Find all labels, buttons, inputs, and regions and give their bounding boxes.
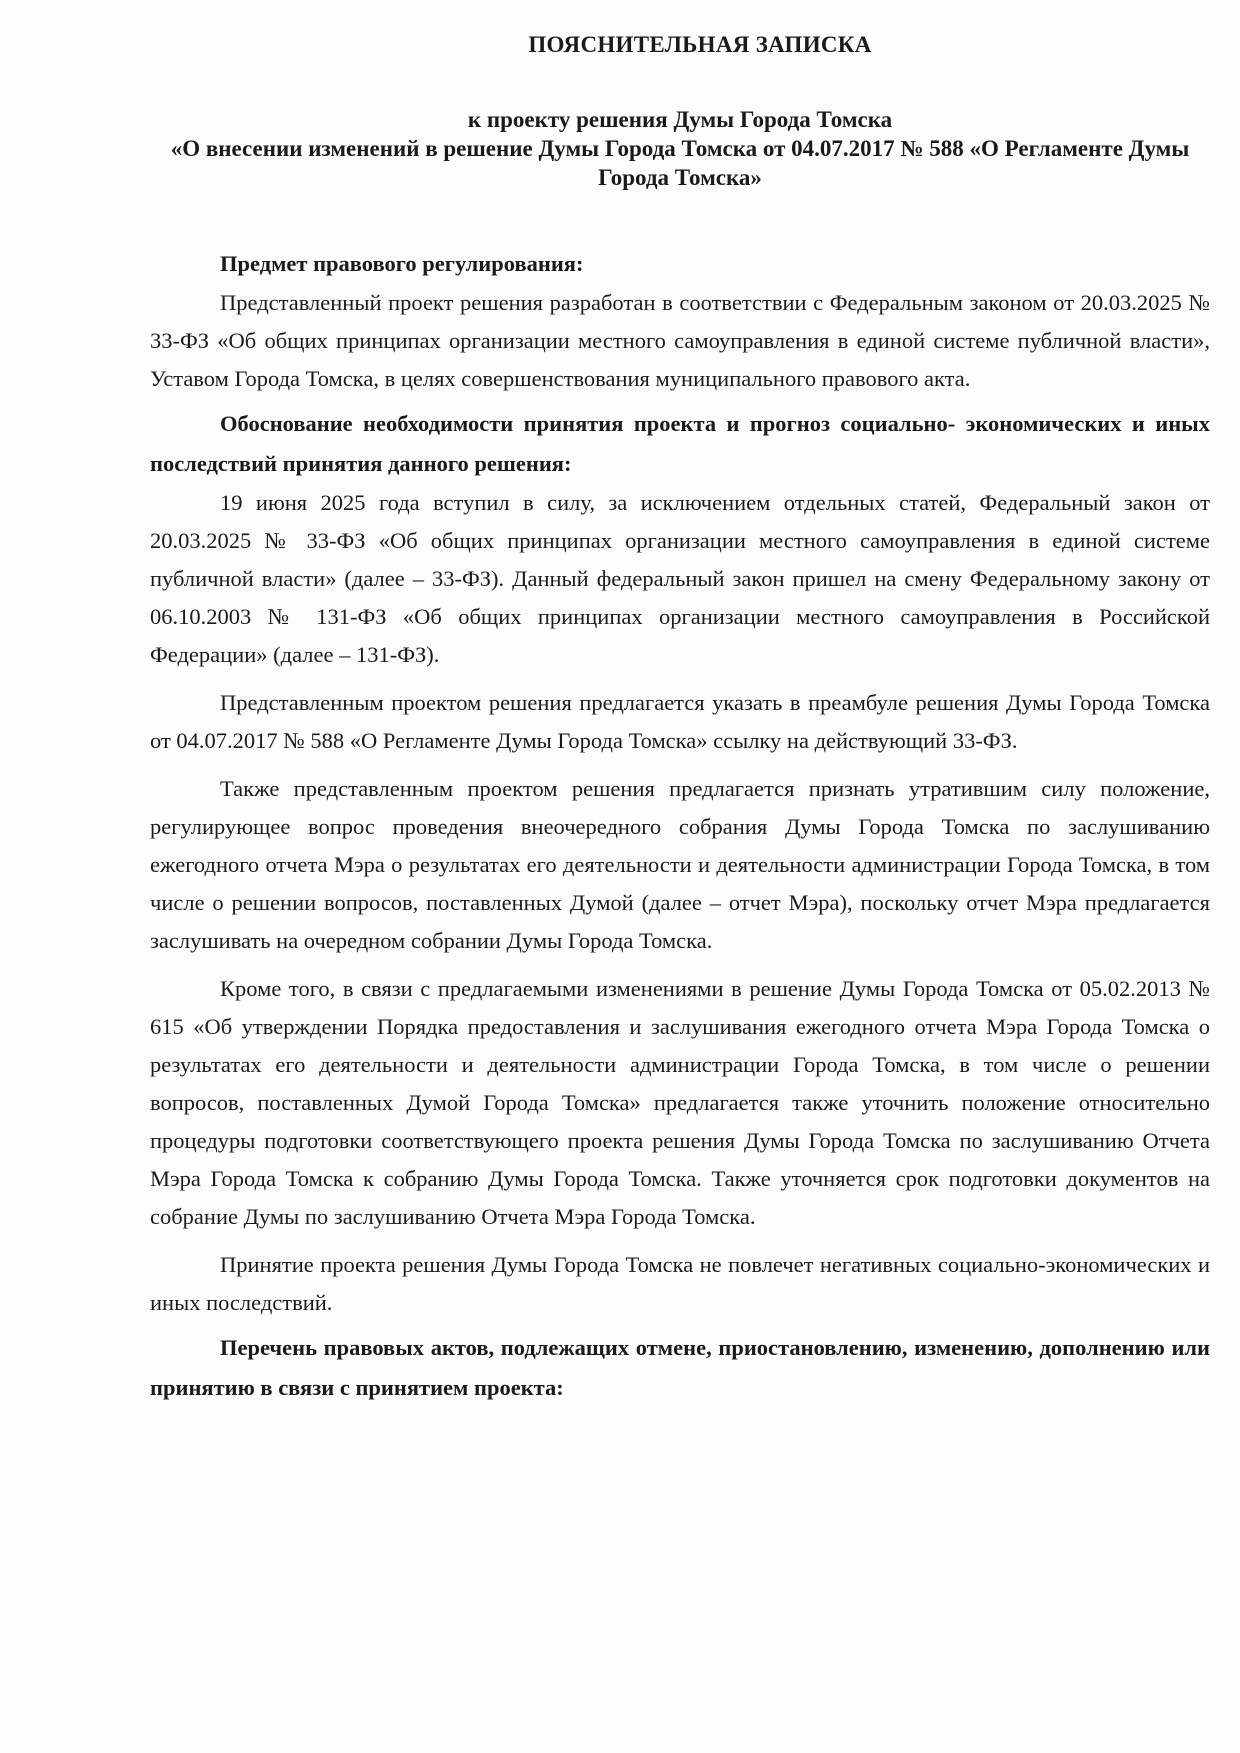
document-title: ПОЯСНИТЕЛЬНАЯ ЗАПИСКА: [528, 32, 872, 57]
paragraph-subject: Представленный проект решения разработан в соответствии с Федеральным законом от 20.03.2025 № 33-ФЗ «Об общих принципах организации местного самоуправления в единой системе публичной власти», Уставом Города Томска, в целях совершенствования муниципального правового акта.: [150, 290, 1210, 391]
section-heading-legal-acts: Перечень правовых актов, подлежащих отмене, приостановлению, изменению, дополнению или принятию в связи с принятием проекта:: [150, 1335, 1210, 1400]
section-heading-subject: Предмет правового регулирования:: [220, 251, 584, 276]
paragraph-decision-615: Кроме того, в связи с предлагаемыми изменениями в решение Думы Города Томска от 05.02.2013 № 615 «Об утверждении Порядка предоставления и заслушивания ежегодного отчета Мэра Города Томска о результатах его деятельности и деятельности администрации Города Томска, в том числе о решении вопросов, поставленных Думой Города Томска» предлагается также уточнить положение относительно процедуры подготовки соответствующего проекта решения Думы Города Томска по заслушиванию Отчета Мэра Города Томска к собранию Думы Города Томска. Также уточняется срок подготовки документов на собрание Думы по заслушиванию Отчета Мэра Города Томска.: [150, 976, 1210, 1229]
subtitle-line-1: к проекту решения Думы Города Томска: [467, 107, 893, 132]
paragraph-preamble: Представленным проектом решения предлагается указать в преамбуле решения Думы Города Томска от 04.07.2017 № 588 «О Регламенте Думы Города Томска» ссылку на действующий 33-ФЗ.: [150, 690, 1210, 753]
document-subtitle: [150, 105, 1210, 192]
paragraph-law-33fz: 19 июня 2025 года вступил в силу, за исключением отдельных статей, Федеральный закон от 20.03.2025 № 33-ФЗ «Об общих принципах организации местного самоуправления в единой системе публичной власти» (далее – 33-ФЗ). Данный федеральный закон пришел на смену Федеральному закону от 06.10.2003 № 131-ФЗ «Об общих принципах организации местного самоуправления в Российской Федерации» (далее – 131-ФЗ).: [150, 490, 1210, 667]
paragraph-consequences: Принятие проекта решения Думы Города Томска не повлечет негативных социально-экономических и иных последствий.: [150, 1252, 1210, 1315]
paragraph-mayor-report: Также представленным проектом решения предлагается признать утратившим силу положение, регулирующее вопрос проведения внеочередного собрания Думы Города Томска по заслушиванию ежегодного отчета Мэра о результатах его деятельности и деятельности администрации Города Томска, в том числе о решении вопросов, поставленных Думой (далее – отчет Мэра), поскольку отчет Мэра предлагается заслушивать на очередном собрании Думы Города Томска.: [150, 776, 1210, 953]
section-heading-justification: Обоснование необходимости принятия проекта и прогноз социально- экономических и иных последствий принятия данного решения:: [150, 411, 1210, 476]
document-content: [150, 30, 1210, 1408]
subtitle-line-2: «О внесении изменений в решение Думы Города Томска от 04.07.2017 № 588 «О Регламенте Думы Города Томска»: [170, 136, 1190, 190]
